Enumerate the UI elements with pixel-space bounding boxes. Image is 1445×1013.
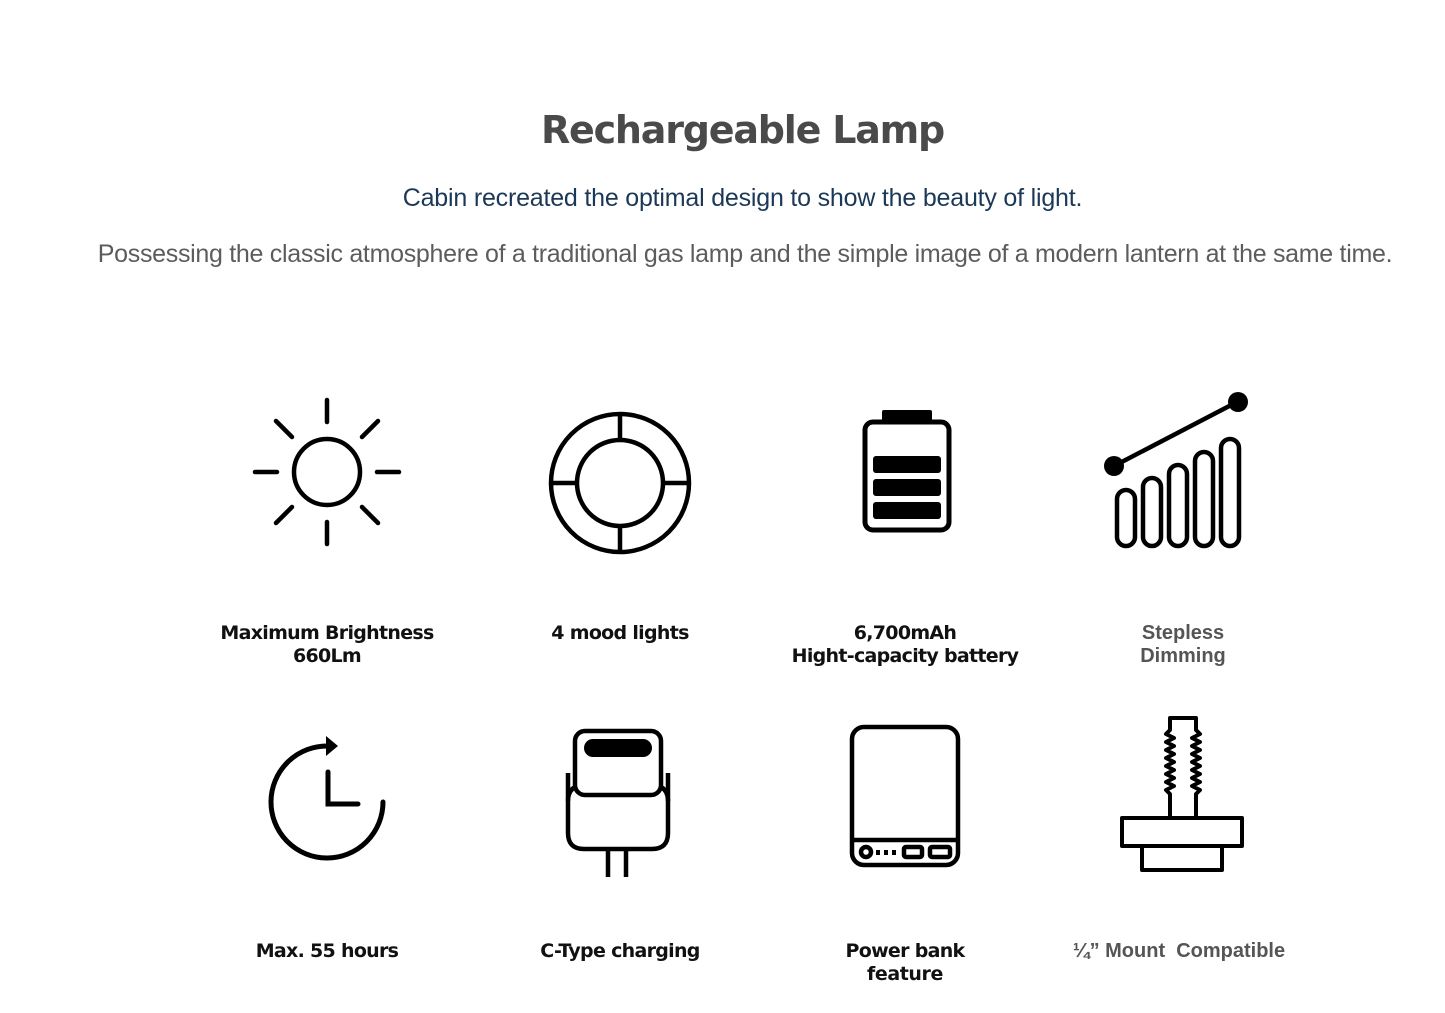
feature-label-hours: Max. 55 hours (255, 940, 399, 962)
sun-icon (247, 392, 407, 552)
lifebuoy-icon (545, 408, 695, 558)
power-bank-icon (846, 722, 966, 870)
page-subtitle: Cabin recreated the optimal design to show the beauty of light. (402, 184, 1083, 212)
timer-icon (262, 732, 392, 867)
feature-label-brightness: Maximum Brightness 660Lm (220, 622, 434, 667)
feature-label-dimming: Stepless Dimming (1140, 622, 1226, 667)
feature-label-c-type: C-Type charging (540, 940, 700, 962)
page-title: Rechargeable Lamp (540, 108, 945, 152)
feature-label-mount: ¼” Mount Compatible (1072, 940, 1286, 962)
page-description: Possessing the classic atmosphere of a traditional gas lamp and the simple image of a modern lantern at the same time. (97, 240, 1393, 268)
dimming-bars-icon (1100, 386, 1255, 556)
feature-label-battery: 6,700mAh Hight-capacity battery (791, 622, 1019, 667)
feature-label-power-bank: Power bank feature (845, 940, 965, 985)
battery-icon (857, 406, 957, 538)
feature-label-mood-lights: 4 mood lights (551, 622, 689, 644)
tripod-mount-icon (1118, 714, 1248, 876)
usb-c-plug-icon (563, 725, 673, 881)
